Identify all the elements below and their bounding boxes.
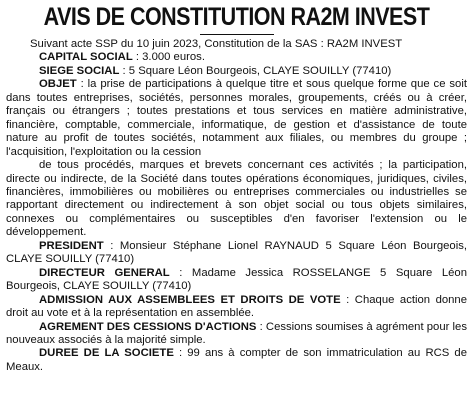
directeur-value: : Madame Jessica ROSSELANGE 5 Square Léon Bourgeois, CLAYE SOUILLY (77410) <box>6 266 467 293</box>
duree-label: DUREE DE LA SOCIETE <box>39 347 174 360</box>
capital-label: CAPITAL SOCIAL <box>39 51 133 64</box>
directeur-label: DIRECTEUR GENERAL <box>39 266 170 279</box>
president-paragraph <box>6 240 467 267</box>
directeur-paragraph <box>6 267 467 294</box>
agrement-value: : Cessions soumises à agrément pour les nouveaux associés à la majorité simple. <box>6 320 467 346</box>
notice-title: AVIS DE CONSTITUTION RA2M INVEST <box>43 3 430 31</box>
objet-continuation: de tous procédés, marques et brevets concernant ces activités ; la participation, directe ou indirecte, de la Société dans toutes opérations économiques, juridiques, civiles, financières, immobilières ou mobilières ou entreprises commerciales ou industrielles se rapportant directement ou indirectement à son objet social ou tous objets similaires, connexes ou complémentaires ou susceptibles d'en favoriser l'extension ou le développement. <box>6 159 467 239</box>
duree-paragraph <box>6 347 467 374</box>
objet-value: : la prise de participations à quelque titre et sous quelque forme que ce soit dans toutes entreprises, sociétés, personnes morales, groupements, créés ou à créer, français ou étrangers ; toutes prestations et tous services en matière administrative, financière, comptable, commerciale, informatique, de gestion et d'assistance de toute nature au profit de toutes sociétés, notamment aux filiales, ou membres du groupe ; l'acquisition, l'exploitation ou la cession <box>6 78 467 158</box>
admission-value: : Chaque action donne droit au vote et à la représentation en assemblée. <box>6 293 467 320</box>
agrement-paragraph <box>6 321 467 348</box>
agrement-label: AGREMENT DES CESSIONS D'ACTIONS <box>39 320 257 333</box>
duree-value: : 99 ans à compter de son immatriculation au RCS de Meaux. <box>6 347 467 373</box>
objet-label: OBJET <box>39 78 77 91</box>
intro-paragraph: Suivant acte SSP du 10 juin 2023, Constitution de la SAS : RA2M INVEST <box>30 38 403 50</box>
admission-label: ADMISSION AUX ASSEMBLEES ET DROITS DE VOTE <box>39 293 341 306</box>
legal-notice <box>0 2 473 413</box>
siege-value: : 5 Square Léon Bourgeois, CLAYE SOUILLY (77410) <box>119 64 392 77</box>
capital-paragraph <box>6 51 467 64</box>
president-label: PRESIDENT <box>39 239 104 252</box>
title-divider <box>200 34 274 35</box>
siege-label: SIEGE SOCIAL <box>39 64 120 77</box>
admission-paragraph <box>6 294 467 321</box>
siege-paragraph <box>6 65 467 78</box>
president-value: : Monsieur Stéphane Lionel RAYNAUD 5 Square Léon Bourgeois, CLAYE SOUILLY (77410) <box>6 239 467 266</box>
notice-body <box>6 38 467 374</box>
capital-value: : 3.000 euros. <box>132 51 205 64</box>
objet-paragraph <box>6 78 467 159</box>
